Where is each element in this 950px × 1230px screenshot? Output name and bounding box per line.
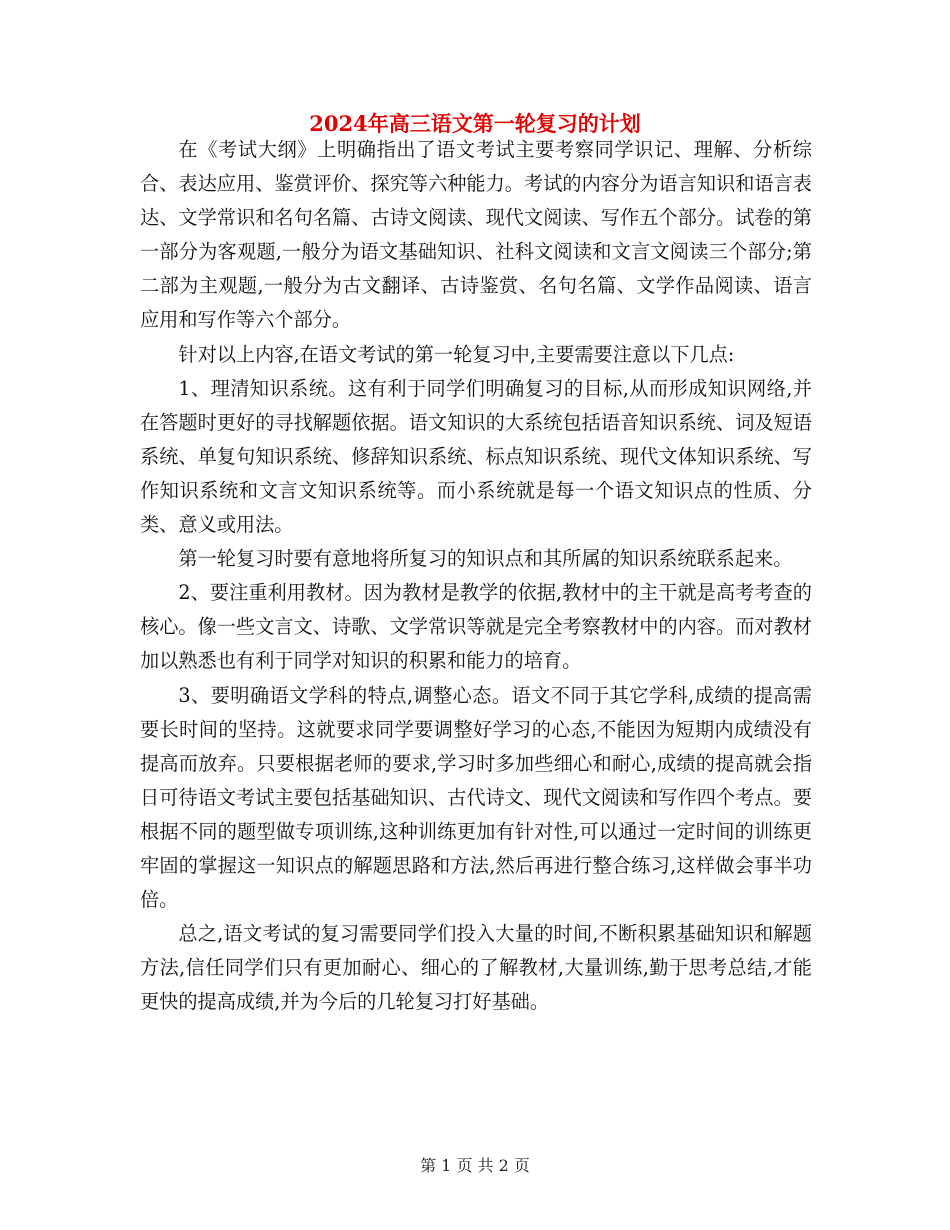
paragraph-exam-outline: 在《考试大纲》上明确指出了语文考试主要考察同学识记、理解、分析综合、表达应用、鉴赏评价、探究等六种能力。考试的内容分为语言知识和语言表达、文学常识和名句名篇、古诗文阅读、现代文阅读、写作五个部分。试卷的第一部分为客观题,一般分为语文基础知识、社科文阅读和文言文阅读三个部分;第二部为主观题,一般分为古文翻译、古诗鉴赏、名句名篇、文学作品阅读、语言应用和写作等六个部分。 (140, 138, 812, 332)
document-title: 2024年高三语文第一轮复习的计划 (309, 111, 641, 136)
paragraph-review-points-intro: 针对以上内容,在语文考试的第一轮复习中,主要需要注意以下几点: (178, 342, 735, 366)
page-number-footer: 第 1 页 共 2 页 (420, 1156, 530, 1175)
paragraph-first-round-review: 第一轮复习时要有意地将所复习的知识点和其所属的知识系统联系起来。 (178, 547, 793, 571)
paragraph-point-3-mindset: 3、要明确语文学科的特点,调整心态。语文不同于其它学科,成绩的提高需要长时间的坚持。这就要求同学要调整好学习的心态,不能因为短期内成绩没有提高而放弃。只要根据老师的要求,学习时多加些细心和耐心,成绩的提高就会指日可待语文考试主要包括基础知识、古代诗文、现代文阅读和写作四个考点。要根据不同的题型做专项训练,这种训练更加有针对性,可以通过一定时间的训练更牢固的掌握这一知识点的解题思路和方法,然后再进行整合练习,这样做会事半功倍。 (140, 683, 812, 912)
document-body (140, 133, 812, 1019)
paragraph-point-2-textbook: 2、要注重利用教材。因为教材是教学的依据,教材中的主干就是高考考查的核心。像一些文言文、诗歌、文学常识等就是完全考察教材中的内容。而对教材加以熟悉也有利于同学对知识的积累和能力的培育。 (140, 581, 812, 673)
paragraph-point-1-knowledge-system: 1、理清知识系统。这有利于同学们明确复习的目标,从而形成知识网络,并在答题时更好的寻找解题依据。语文知识的大系统包括语音知识系统、词及短语系统、单复句知识系统、修辞知识系统、标点知识系统、现代文体知识系统、写作知识系统和文言文知识系统等。而小系统就是每一个语文知识点的性质、分类、意义或用法。 (140, 376, 812, 537)
paragraph-conclusion: 总之,语文考试的复习需要同学们投入大量的时间,不断积累基础知识和解题方法,信任同学们只有更加耐心、细心的了解教材,大量训练,勤于思考总结,才能更快的提高成绩,并为今后的几轮复习打好基础。 (140, 922, 812, 1014)
